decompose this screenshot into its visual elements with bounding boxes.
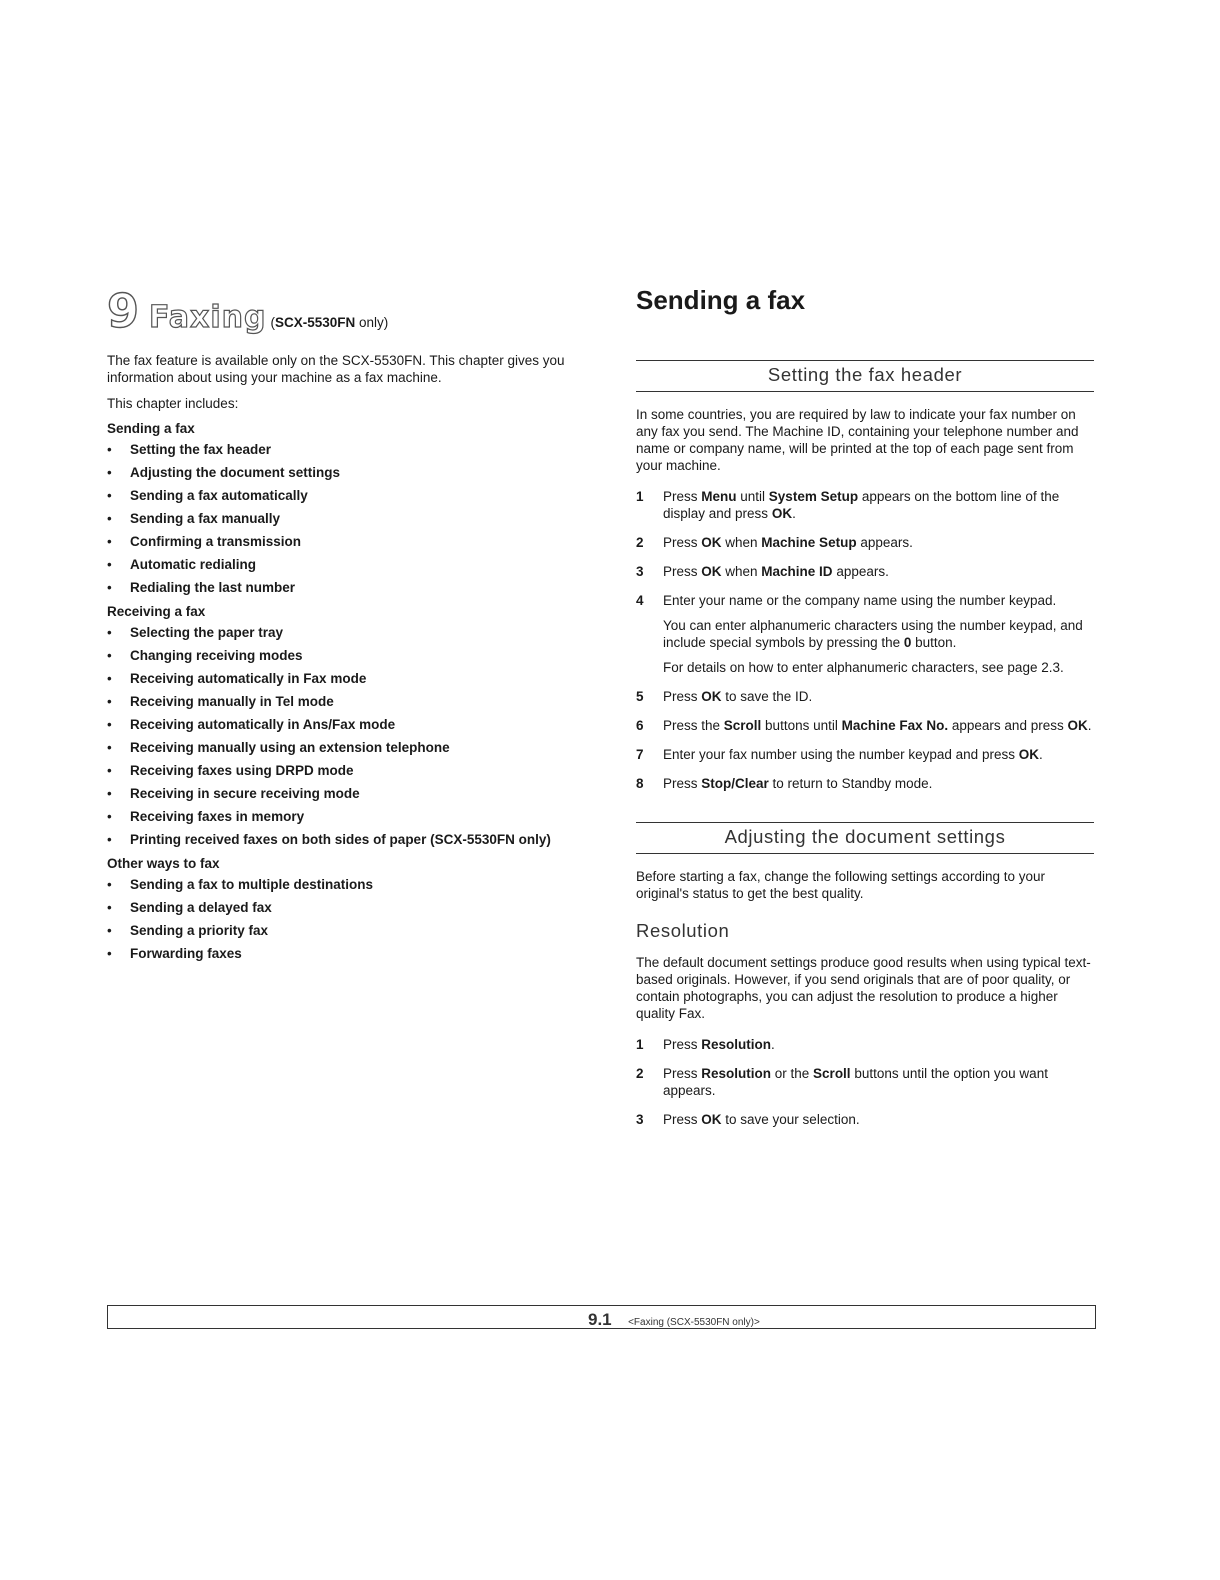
page-number: 9.1 [588,1310,612,1329]
step-item: 2 Press Resolution or the Scroll buttons until the option you want appears. [636,1066,1048,1098]
fax-header-intro: In some countries, you are required by law to indicate your fax number on any fax you send. The Machine ID, containing your telephone number and name or company name, will be printed at the top of each page sent from your machine. [636,407,1079,473]
step-item: 8 Press Stop/Clear to return to Standby mode. [636,776,933,791]
toc-item[interactable]: • Automatic redialing [107,556,577,573]
chapter-number: 9 [107,284,140,338]
chapter-title [107,284,577,338]
includes-label: This chapter includes: [107,396,239,411]
intro-paragraph: The fax feature is available only on the SCX-5530FN. This chapter gives you information about using your machine as a fax machine. [107,353,565,385]
footer-content [588,1310,760,1330]
content-column [636,285,1094,1140]
fax-header-steps [636,488,1094,792]
footer-label: <Faxing (SCX-5530FN only)> [628,1317,760,1328]
toc-item[interactable]: • Forwarding faxes [107,945,577,962]
chapter-word: Faxing [149,300,267,335]
step-item: 4 Enter your name or the company name using the number keypad. You can enter alphanumeric characters using the number keypad, and include special symbols by pressing the 0 button. For details on how to enter alphanumeric characters, see page 2.3. [636,592,1094,676]
step-item: 1 Press Resolution. [636,1037,775,1052]
toc-item[interactable]: • Confirming a transmission [107,533,577,550]
toc-list [107,876,577,962]
subsection-title: Adjusting the document settings [636,822,1094,854]
resolution-heading: Resolution [636,920,730,941]
doc-settings-intro: Before starting a fax, change the following settings according to your original's status to get the best quality. [636,869,1045,901]
step-item: 6 Press the Scroll buttons until Machine Fax No. appears and press OK. [636,718,1092,733]
toc-item[interactable]: • Printing received faxes on both sides of paper (SCX-5530FN only) [107,831,577,848]
step-item: 1 Press Menu until System Setup appears on the bottom line of the display and press OK. [636,489,1060,521]
toc-item[interactable]: • Receiving automatically in Fax mode [107,670,577,687]
toc-heading: Sending a fax [107,421,195,436]
toc-item[interactable]: • Receiving faxes using DRPD mode [107,762,577,779]
chapter-column [107,284,577,968]
step-item: 5 Press OK to save the ID. [636,689,813,704]
toc-item[interactable]: • Setting the fax header [107,441,577,458]
toc-item[interactable]: • Receiving manually in Tel mode [107,693,577,710]
toc-item[interactable]: • Sending a delayed fax [107,899,577,916]
step-item: 3 Press OK to save your selection. [636,1112,860,1127]
resolution-steps [636,1036,1094,1128]
page-footer [107,1305,1096,1329]
section-title: Sending a fax [636,285,806,315]
toc-item[interactable]: • Adjusting the document settings [107,464,577,481]
step-item: 3 Press OK when Machine ID appears. [636,564,889,579]
toc-item[interactable]: • Sending a fax manually [107,510,577,527]
toc-item[interactable]: • Selecting the paper tray [107,624,577,641]
toc-heading: Receiving a fax [107,604,206,619]
toc-item[interactable]: • Receiving faxes in memory [107,808,577,825]
toc-item[interactable]: • Redialing the last number [107,579,577,596]
toc-heading: Other ways to fax [107,856,220,871]
toc-item[interactable]: • Sending a fax automatically [107,487,577,504]
toc-list [107,441,577,596]
toc-item[interactable]: • Receiving automatically in Ans/Fax mode [107,716,577,733]
toc-item[interactable]: • Sending a priority fax [107,922,577,939]
resolution-intro: The default document settings produce good results when using typical text-based originals. However, if you send originals that are of poor quality, or contain photographs, you can adjust the resolution to produce a higher quality Fax. [636,955,1091,1021]
toc-item[interactable]: • Changing receiving modes [107,647,577,664]
step-note: You can enter alphanumeric characters using the number keypad, and include special symbols by pressing the 0 button. [663,618,1083,650]
chapter-model: (SCX-5530FN only) [270,315,389,330]
toc-item[interactable]: • Receiving manually using an extension telephone [107,739,577,756]
step-item: 7 Enter your fax number using the number keypad and press OK. [636,747,1043,762]
toc-item[interactable]: • Sending a fax to multiple destinations [107,876,577,893]
toc-list [107,624,577,848]
toc-item[interactable]: • Receiving in secure receiving mode [107,785,577,802]
step-item: 2 Press OK when Machine Setup appears. [636,535,913,550]
step-note: For details on how to enter alphanumeric characters, see page 2.3. [663,660,1064,675]
subsection-title: Setting the fax header [636,360,1094,392]
